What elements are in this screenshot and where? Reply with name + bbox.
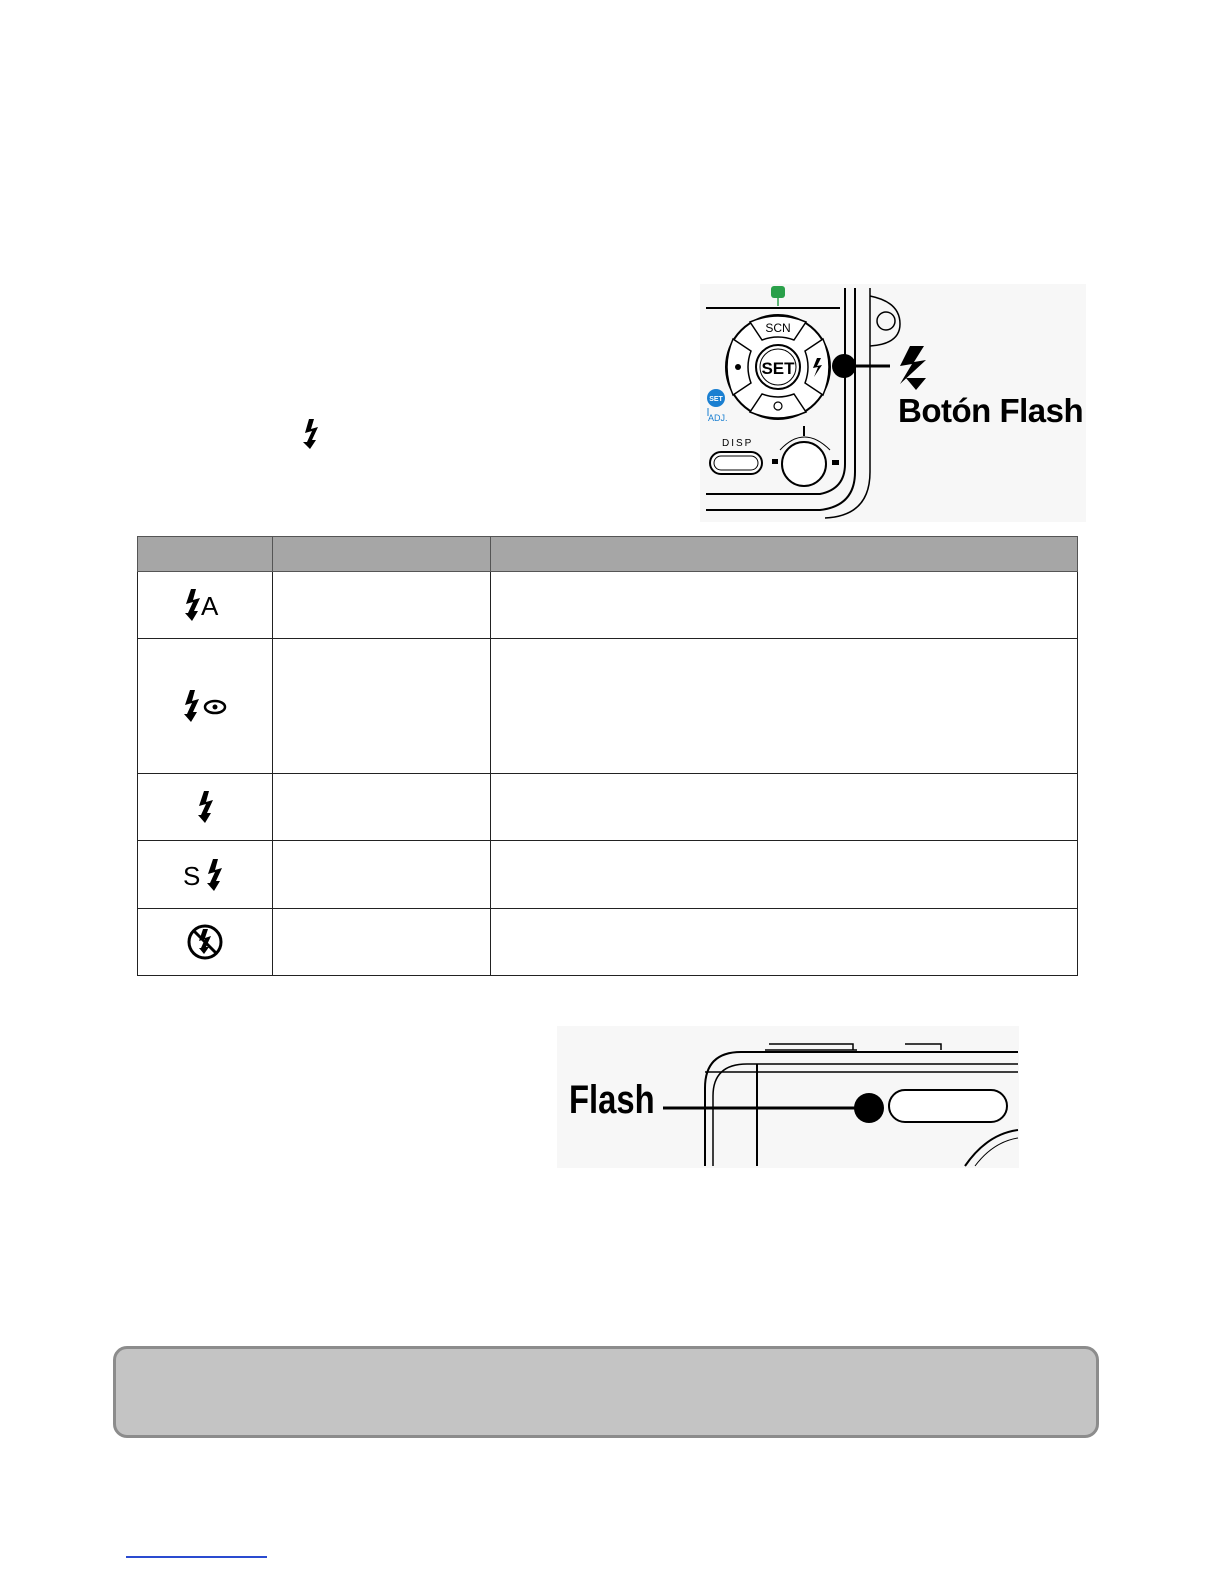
table-row <box>138 639 1078 774</box>
camera-front-figure <box>557 1026 1019 1168</box>
set-label: SET <box>761 359 795 378</box>
table-header-row <box>138 537 1078 572</box>
footer-link-underline[interactable] <box>126 1556 267 1558</box>
mode-name <box>273 639 491 774</box>
note-box <box>113 1346 1099 1438</box>
flash-button-callout: Botón Flash <box>898 392 1084 429</box>
auto-letter: A <box>201 591 219 621</box>
scn-label: SCN <box>765 321 791 335</box>
mode-description <box>491 909 1078 976</box>
mode-description <box>491 572 1078 639</box>
flash-red-eye-icon <box>182 689 228 723</box>
header-description <box>491 537 1078 572</box>
table-row <box>138 572 1078 639</box>
adj-label: ADJ. <box>708 413 728 423</box>
flash-off-icon <box>186 923 224 961</box>
flash-auto-icon <box>183 588 227 622</box>
mode-name <box>273 774 491 841</box>
slow-letter: S <box>183 860 201 891</box>
camera-back-figure <box>700 284 1086 522</box>
flash-callout: Flash <box>569 1078 655 1122</box>
mode-name <box>273 841 491 909</box>
table-row <box>138 841 1078 909</box>
mode-description <box>491 841 1078 909</box>
flash-forced-on-icon <box>194 790 216 824</box>
mode-description <box>491 774 1078 841</box>
header-icon <box>138 537 273 572</box>
table-row <box>138 909 1078 976</box>
mode-description <box>491 639 1078 774</box>
flash-icon <box>300 418 322 450</box>
header-mode <box>273 537 491 572</box>
flash-modes-table <box>137 536 1078 976</box>
flash-slow-sync-icon <box>183 858 227 892</box>
mode-name <box>273 572 491 639</box>
table-row <box>138 774 1078 841</box>
set-badge-label: SET <box>709 396 723 403</box>
disp-label: DISP <box>722 438 754 449</box>
mode-name <box>273 909 491 976</box>
